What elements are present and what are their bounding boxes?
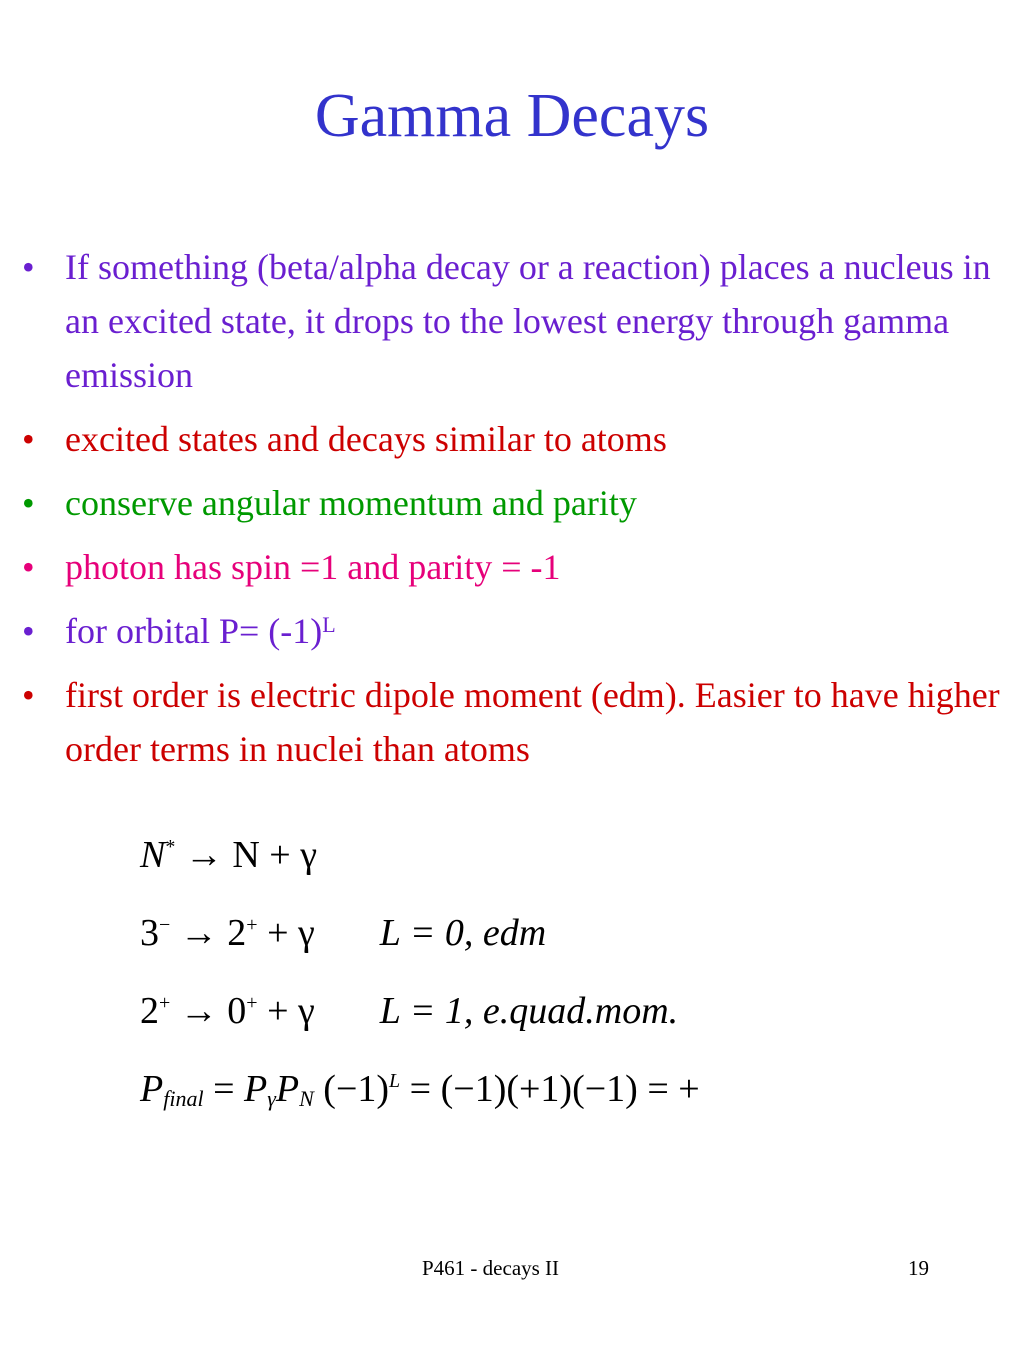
bullet-similar-atoms: [22, 412, 1017, 466]
eq-nucleus-parity: P: [275, 1068, 300, 1110]
bullet-marker: •: [22, 547, 35, 587]
eq-multipole: L = 0,: [379, 912, 474, 954]
bullet-text: conserve angular momentum and parity: [65, 483, 637, 523]
equation-parity: [140, 1066, 700, 1112]
eq-l-superscript: L: [389, 1070, 401, 1092]
bullet-text: first order is electric dipole moment (edm). Easier to have higher order terms in nuclei than atoms: [65, 675, 1000, 769]
bullet-conserve: [22, 476, 1017, 530]
eq-multipole: L = 1,: [379, 990, 474, 1032]
bullet-superscript: L: [322, 612, 336, 637]
slide-title: Gamma Decays: [314, 82, 710, 150]
eq-gamma-subscript: γ: [267, 1086, 276, 1111]
bullet-list: [22, 240, 1017, 786]
eq-parity-final: +: [246, 914, 258, 936]
eq-type: edm: [482, 912, 547, 954]
bullet-marker: •: [22, 675, 35, 715]
eq-gamma: + γ: [267, 990, 315, 1032]
eq-parity-initial: +: [159, 992, 171, 1014]
eq-nucleus-excited: N: [140, 834, 166, 876]
eq-final-subscript: final: [163, 1086, 204, 1111]
equation-decay: [140, 832, 317, 878]
bullet-marker: •: [22, 247, 35, 287]
equation-quad: [140, 988, 678, 1034]
eq-result: = (−1)(+1)(−1) = +: [409, 1068, 700, 1110]
eq-star: *: [165, 836, 176, 858]
eq-photon-parity: P: [244, 1068, 268, 1110]
footer-page-number: 19: [908, 1256, 929, 1280]
eq-equals: =: [213, 1068, 235, 1110]
equation-edm: [140, 910, 546, 956]
bullet-marker: •: [22, 419, 35, 459]
eq-rhs: → N + γ: [184, 834, 318, 876]
bullet-text: for orbital P= (-1): [65, 611, 323, 651]
eq-arrow: →: [179, 912, 218, 954]
bullet-excited-state: [22, 240, 1017, 402]
eq-type: e.quad.mom.: [482, 990, 679, 1032]
bullet-marker: •: [22, 611, 35, 651]
eq-n-subscript: N: [299, 1086, 314, 1111]
bullet-first-order: [22, 668, 1017, 776]
eq-arrow: →: [179, 990, 218, 1032]
bullet-marker: •: [22, 483, 35, 523]
footer-course: P461 - decays II: [422, 1256, 560, 1280]
bullet-photon-spin: [22, 540, 1017, 594]
bullet-text: photon has spin =1 and parity = -1: [65, 547, 561, 587]
eq-orbital-factor: (−1): [323, 1068, 390, 1110]
eq-parity-final: +: [246, 992, 258, 1014]
bullet-orbital-parity: [22, 604, 1017, 658]
eq-spin-initial: 3: [140, 912, 159, 954]
eq-parity-initial: −: [159, 914, 171, 936]
bullet-text: If something (beta/alpha decay or a reaction) places a nucleus in an excited state, it drops to the lowest energy through gamma emission: [65, 247, 991, 395]
eq-parity-symbol: P: [140, 1068, 164, 1110]
eq-spin-final: 2: [227, 912, 247, 954]
bullet-text: excited states and decays similar to atoms: [65, 419, 667, 459]
eq-spin-final: 0: [227, 990, 247, 1032]
eq-spin-initial: 2: [140, 990, 159, 1032]
eq-gamma: + γ: [267, 912, 315, 954]
